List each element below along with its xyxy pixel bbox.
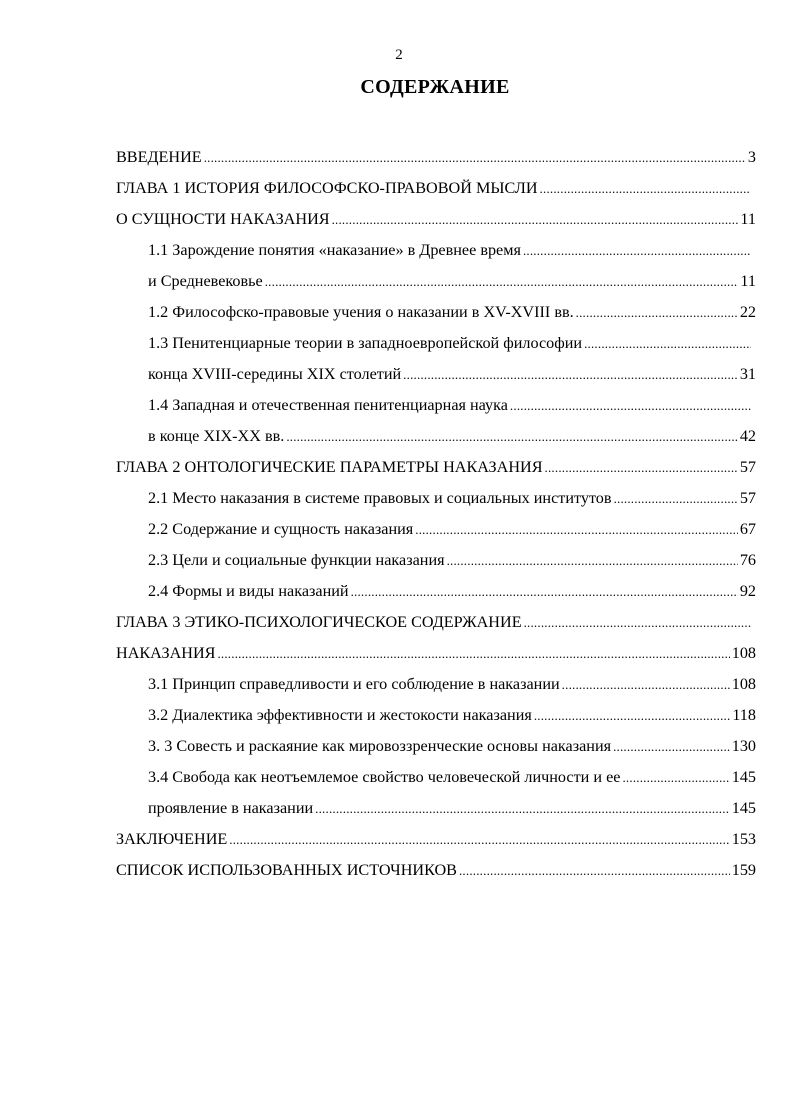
dot-leader (524, 607, 751, 638)
dot-leader (315, 793, 730, 824)
toc-entry-section-1-1-cont (148, 266, 756, 297)
toc-entry-label: 1.2 Философско-правовые учения о наказании в XV-XVIII вв. (148, 303, 574, 321)
dot-leader (217, 638, 729, 669)
page-title: СОДЕРЖАНИЕ (360, 76, 510, 98)
dot-leader (286, 421, 738, 452)
toc-entry-chapter-3-cont (116, 638, 756, 669)
toc-entry-label: ГЛАВА 3 ЭТИКО-ПСИХОЛОГИЧЕСКОЕ СОДЕРЖАНИЕ (116, 613, 522, 631)
toc-entry-page: 42 (739, 427, 756, 445)
toc-entry-page: 11 (740, 210, 756, 228)
toc-entry-page: 31 (739, 365, 756, 383)
toc-entry-chapter-3 (116, 607, 753, 638)
dot-leader (523, 235, 751, 266)
toc-entry-introduction (116, 142, 756, 173)
toc-entry-page: 57 (739, 458, 756, 476)
toc-entry-label: НАКАЗАНИЯ (116, 644, 216, 662)
dot-leader (403, 359, 738, 390)
dot-leader (613, 731, 730, 762)
toc-entry-page: 145 (731, 799, 756, 817)
dot-leader (562, 669, 730, 700)
toc-entry-label: СПИСОК ИСПОЛЬЗОВАННЫХ ИСТОЧНИКОВ (116, 861, 457, 879)
toc-entry-label: проявление в наказании (148, 799, 314, 817)
toc-entry-conclusion (116, 824, 756, 855)
toc-entry-page: 108 (731, 644, 756, 662)
dot-leader (351, 576, 738, 607)
toc-entry-page: 159 (731, 861, 756, 879)
toc-entry-label: О СУЩНОСТИ НАКАЗАНИЯ (116, 210, 330, 228)
toc-entry-section-3-4 (148, 762, 756, 793)
dot-leader (584, 328, 751, 359)
dot-leader (204, 142, 746, 173)
toc-entry-page: 3 (747, 148, 756, 166)
toc-entry-bibliography (116, 855, 756, 886)
toc-entry-page: 130 (731, 737, 756, 755)
toc-entry-label: ГЛАВА 2 ОНТОЛОГИЧЕСКИЕ ПАРАМЕТРЫ НАКАЗАНИЯ (116, 458, 543, 476)
toc-entry-label: ВВЕДЕНИЕ (116, 148, 202, 166)
toc-entry-section-2-2 (148, 514, 756, 545)
dot-leader (229, 824, 729, 855)
toc-entry-page: 153 (731, 830, 756, 848)
toc-entry-section-3-1 (148, 669, 756, 700)
toc-entry-section-1-4-cont (148, 421, 756, 452)
toc-entry-label: 2.1 Место наказания в системе правовых и социальных институтов (148, 489, 612, 507)
toc-entry-label: 1.3 Пенитенциарные теории в западноевропейской философии (148, 334, 583, 352)
page-number: 2 (395, 47, 403, 63)
toc-entry-label: конца XVIII-середины XIX столетий (148, 365, 402, 383)
toc-entry-label: 2.4 Формы и виды наказаний (148, 582, 349, 600)
toc-entry-page: 118 (732, 706, 756, 724)
dot-leader (415, 514, 738, 545)
dot-leader (447, 545, 738, 576)
toc-entry-label: ЗАКЛЮЧЕНИЕ (116, 830, 228, 848)
dot-leader (614, 483, 738, 514)
dot-leader (265, 266, 739, 297)
toc-entry-label: в конце XIX-XX вв. (148, 427, 285, 445)
toc-entry-label: 3.4 Свобода как неотъемлемое свойство человеческой личности и ее (148, 768, 621, 786)
toc-entry-page: 22 (739, 303, 756, 321)
toc-entry-section-3-2 (148, 700, 756, 731)
toc-entry-label: 3.1 Принцип справедливости и его соблюдение в наказании (148, 675, 560, 693)
toc-entry-section-2-3 (148, 545, 756, 576)
dot-leader (510, 390, 751, 421)
toc-entry-page: 92 (739, 582, 756, 600)
toc-entry-page: 67 (739, 520, 756, 538)
toc-entry-section-1-4 (148, 390, 753, 421)
dot-leader (540, 173, 751, 204)
toc-entry-label: и Средневековье (148, 272, 263, 290)
dot-leader (576, 297, 738, 328)
toc-entry-label: 3. 3 Совесть и раскаяние как мировоззренческие основы наказания (148, 737, 612, 755)
toc-entry-label: 2.3 Цели и социальные функции наказания (148, 551, 445, 569)
toc-entry-section-1-3-cont (148, 359, 756, 390)
toc-entry-section-2-4 (148, 576, 756, 607)
toc-entry-page: 145 (731, 768, 756, 786)
toc-entry-page: 76 (739, 551, 756, 569)
toc-entry-label: 1.1 Зарождение понятия «наказание» в Древнее время (148, 241, 521, 259)
dot-leader (545, 452, 738, 483)
toc-entry-label: ГЛАВА 1 ИСТОРИЯ ФИЛОСОФСКО-ПРАВОВОЙ МЫСЛИ (116, 179, 538, 197)
toc-entry-chapter-1 (116, 173, 753, 204)
toc-entry-section-3-3 (148, 731, 756, 762)
toc-entry-page: 108 (731, 675, 756, 693)
toc-entry-page: 57 (739, 489, 756, 507)
toc-entry-section-1-2 (148, 297, 756, 328)
toc-entry-section-3-4-cont (148, 793, 756, 824)
toc-entry-section-1-1 (148, 235, 753, 266)
toc-entry-chapter-1-cont (116, 204, 756, 235)
toc-entry-chapter-2 (116, 452, 756, 483)
toc-entry-section-1-3 (148, 328, 753, 359)
toc-entry-label: 2.2 Содержание и сущность наказания (148, 520, 414, 538)
toc-entry-label: 3.2 Диалектика эффективности и жестокости наказания (148, 706, 532, 724)
toc-entry-label: 1.4 Западная и отечественная пенитенциарная наука (148, 396, 508, 414)
dot-leader (622, 762, 729, 793)
dot-leader (534, 700, 731, 731)
dot-leader (459, 855, 730, 886)
toc-entry-page: 11 (740, 272, 756, 290)
dot-leader (332, 204, 739, 235)
toc-entry-section-2-1 (148, 483, 756, 514)
